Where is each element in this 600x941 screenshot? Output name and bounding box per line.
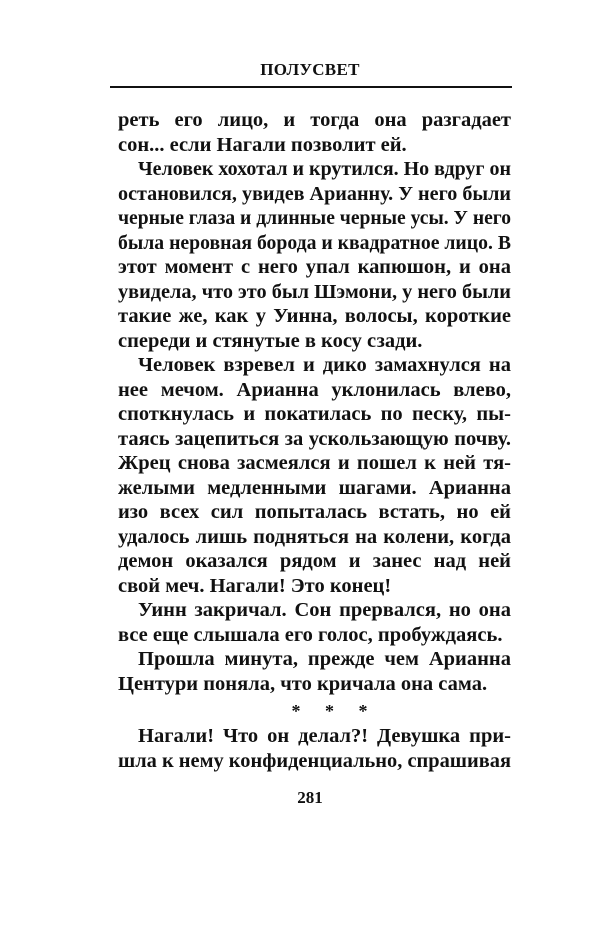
header-rule bbox=[110, 86, 512, 88]
text-line-content: все еще слышала его голос, пробуждаясь. bbox=[118, 623, 503, 646]
text-line bbox=[118, 623, 511, 648]
section-break: * * * bbox=[291, 701, 378, 721]
text-line-content: желыми медленными шагами. Арианна bbox=[118, 476, 511, 499]
text-line-content: спереди и стянутые в косу сзади. bbox=[118, 329, 423, 352]
running-header: ПОЛУСВЕТ bbox=[260, 60, 360, 79]
text-line-content: Нагали! Что он делал?! Девушка при- bbox=[138, 725, 511, 747]
text-line bbox=[118, 451, 511, 476]
text-line-content: реть его лицо, и тогда она разгадает bbox=[118, 109, 511, 131]
paragraph bbox=[118, 353, 511, 598]
text-line-content: нее мечом. Арианна уклонилась влево, bbox=[118, 378, 511, 401]
text-line bbox=[118, 280, 511, 305]
text-line-content: таясь зацепиться за ускользающую почву. bbox=[118, 427, 511, 450]
text-line bbox=[118, 598, 511, 623]
paragraph bbox=[118, 598, 511, 647]
text-line bbox=[118, 353, 511, 378]
text-line bbox=[118, 574, 511, 599]
page-body bbox=[118, 108, 511, 773]
text-after-break bbox=[118, 724, 511, 773]
text-line-content: изо всех сил попыталась встать, но ей bbox=[118, 501, 511, 523]
text-before-break bbox=[118, 108, 511, 696]
text-line bbox=[118, 304, 511, 329]
text-line-content: демон оказался рядом и занес над ней bbox=[118, 550, 511, 572]
text-line bbox=[118, 378, 511, 403]
text-line bbox=[118, 182, 511, 207]
text-line-content: такие же, как у Уинна, волосы, короткие bbox=[118, 305, 511, 327]
text-line bbox=[118, 329, 511, 354]
text-line-content: Человек взревел и дико замахнулся на bbox=[138, 354, 511, 376]
text-line-content: сон... если Нагали позволит ей. bbox=[118, 133, 407, 156]
text-line-content: Жрец снова засмеялся и пошел к ней тя- bbox=[118, 452, 511, 474]
text-line bbox=[118, 206, 511, 231]
text-line-content: Центури поняла, что кричала она сама. bbox=[118, 672, 488, 695]
text-line bbox=[118, 133, 511, 158]
page-number: 281 bbox=[297, 788, 323, 807]
paragraph bbox=[118, 647, 511, 696]
text-line-content: свой меч. Нагали! Это конец! bbox=[118, 574, 392, 597]
text-line-content: черные глаза и длинные черные усы. У него bbox=[118, 207, 511, 229]
text-line-content: удалось лишь подняться на колени, когда bbox=[118, 525, 511, 548]
text-line-content: увидела, что это был Шэмони, у него были bbox=[118, 280, 511, 303]
text-line bbox=[118, 157, 511, 182]
text-line bbox=[118, 500, 511, 525]
text-line-content: Прошла минута, прежде чем Арианна bbox=[138, 648, 511, 670]
text-line bbox=[118, 476, 511, 501]
text-line bbox=[118, 724, 511, 749]
text-line bbox=[118, 525, 511, 550]
text-line-content: была неровная борода и квадратное лицо. В bbox=[118, 231, 511, 254]
text-line bbox=[118, 108, 511, 133]
text-line-content: споткнулась и покатилась по песку, пы- bbox=[118, 403, 511, 425]
text-line-content: остановился, увидев Арианну. У него были bbox=[118, 182, 511, 205]
paragraph bbox=[118, 724, 511, 773]
text-line bbox=[118, 549, 511, 574]
paragraph bbox=[118, 108, 511, 157]
text-line bbox=[118, 427, 511, 452]
text-line-content: Уинн закричал. Сон прервался, но она bbox=[138, 599, 511, 621]
text-line-content: шла к нему конфиденциально, спрашивая bbox=[118, 749, 511, 772]
text-line-content: этот момент с него упал капюшон, и она bbox=[118, 256, 511, 278]
text-line bbox=[118, 647, 511, 672]
text-line bbox=[118, 255, 511, 280]
paragraph bbox=[118, 157, 511, 353]
text-line-content: Человек хохотал и крутился. Но вдруг он bbox=[138, 158, 511, 180]
text-line bbox=[118, 402, 511, 427]
text-line bbox=[118, 672, 511, 697]
text-line bbox=[118, 749, 511, 774]
text-line bbox=[118, 231, 511, 256]
